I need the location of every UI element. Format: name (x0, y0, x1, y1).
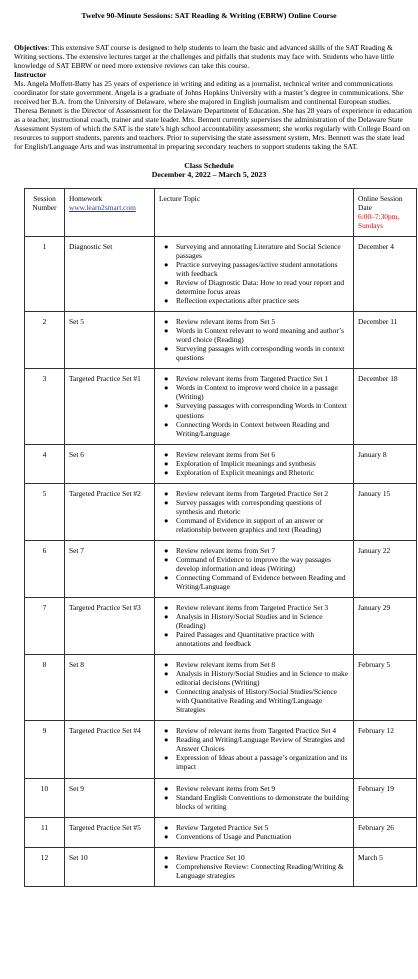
session-date-cell: February 5 (354, 655, 417, 721)
schedule-dates: December 4, 2022 – March 5, 2023 (151, 170, 267, 180)
session-number-cell: 1 (25, 237, 65, 312)
lecture-topic-cell (155, 721, 354, 778)
instructor-bio-2: Theresa Bennett is the Director of Assessment for the Delaware Department of Education. She has 28 years of experience in education as a teacher, instructional coach, trainer and state leader. Mrs. Bennett currently supervises the administration of the Delaware State Assessment System of which the SAT is the state’s high school accountability assessment; she works regularly with College Board on resources to support students, parents and teachers. Prior to supervising the state assessment system, Mrs. Bennett was the state lead for English/Language Arts and was instrumental in preparing secondary teachers to support students taking the SAT. (14, 105, 412, 151)
bullet-icon: ● (164, 242, 169, 251)
lecture-topic-cell (155, 444, 354, 483)
topic-list (159, 603, 349, 648)
header-session-date (354, 188, 417, 236)
topic-list (159, 853, 349, 880)
topic-item (164, 419, 349, 438)
lecture-topic-cell (155, 778, 354, 817)
lecture-topic-cell (155, 483, 354, 540)
lecture-topic-cell (155, 312, 354, 369)
homework-cell: Set 5 (65, 312, 155, 369)
homework-cell: Set 10 (65, 847, 155, 886)
topic-item-text: Survey passages with corresponding questions of synthesis and rhetoric (176, 497, 322, 516)
topic-item (164, 603, 349, 612)
session-number-cell: 4 (25, 444, 65, 483)
topic-item (164, 344, 349, 363)
bullet-icon: ● (164, 278, 169, 288)
session-date-cell: February 19 (354, 778, 417, 817)
course-title: Twelve 90-Minute Sessions: SAT Reading & Writing (EBRW) Online Course (81, 11, 337, 20)
topic-item (164, 726, 349, 736)
topic-item-text: Command of Evidence in support of an answer or relationship between graphics and text (Reading) (176, 515, 324, 534)
bullet-icon: ● (164, 861, 169, 871)
bullet-icon: ● (164, 852, 169, 862)
table-row (25, 483, 417, 540)
header-lecture-topic: Lecture Topic (155, 188, 354, 236)
topic-item (164, 545, 349, 555)
topic-item-text: Expression of Ideas about a passage’s organization and its impact (176, 753, 348, 772)
topic-item (164, 383, 349, 402)
topic-item-text: Review of Diagnostic Data: How to read your report and determine focus areas (176, 278, 345, 297)
topic-item-text: Review relevant items from Set 6 (176, 449, 276, 459)
session-number-cell: 3 (25, 369, 65, 444)
topic-list (159, 546, 349, 591)
session-number-cell: 9 (25, 721, 65, 778)
session-date-cell: December 18 (354, 369, 417, 444)
bullet-icon: ● (164, 515, 169, 525)
session-date-cell: March 5 (354, 847, 417, 886)
topic-item-text: Connecting analysis of History/Social Studies/Science with Quantitative Reading and Writing/Language Strategies (176, 687, 337, 715)
table-row (25, 237, 417, 312)
topic-list (159, 374, 349, 437)
bullet-icon: ● (164, 326, 169, 336)
bullet-icon: ● (164, 449, 169, 459)
homework-cell: Targeted Practice Set #3 (65, 598, 155, 655)
topic-item-text: Command of Evidence to improve the way passages develop information and ideas (Writing) (176, 554, 331, 573)
topic-item-text: Practice surveying passages/active student annotations with feedback (176, 260, 338, 279)
schedule-table (24, 188, 417, 887)
homework-cell: Diagnostic Set (65, 237, 155, 312)
topic-item (164, 735, 349, 754)
bullet-icon: ● (164, 401, 169, 411)
lecture-topic-cell (155, 540, 354, 597)
header-homework (65, 188, 155, 236)
table-header-row (25, 188, 417, 236)
bullet-icon: ● (164, 419, 169, 429)
topic-item-text: Review relevant items from Set 8 (176, 660, 276, 670)
topic-item-text: Comprehensive Review: Connecting Reading/Writing & Language strategies (176, 861, 344, 880)
bullet-icon: ● (164, 660, 169, 670)
bullet-icon: ● (164, 831, 169, 841)
session-number-cell: 8 (25, 655, 65, 721)
topic-item-text: Standard English Conventions to demonstrate the building blocks of writing (176, 792, 349, 811)
session-number-cell: 10 (25, 778, 65, 817)
topic-item-text: Words in Context to improve word choice in a passage (Writing) (176, 383, 338, 402)
header-homework-label: Homework (69, 193, 103, 203)
homework-cell: Targeted Practice Set #5 (65, 817, 155, 847)
table-row (25, 369, 417, 444)
session-number-cell: 12 (25, 847, 65, 886)
topic-item-text: Connecting Command of Evidence between Reading and Writing/Language (176, 572, 346, 591)
topic-item (164, 861, 349, 880)
topic-item (164, 467, 349, 477)
homework-cell: Targeted Practice Set #1 (65, 369, 155, 444)
topic-item-text: Review relevant items from Set 9 (176, 783, 276, 793)
topic-list (159, 317, 349, 362)
header-session-time: 6:00–7:30pm, Sundays (358, 211, 400, 230)
session-number-cell: 5 (25, 483, 65, 540)
table-row (25, 444, 417, 483)
topic-item-text: Connecting Words in Context between Reading and Writing/Language (176, 419, 330, 438)
topic-item-text: Surveying passages with corresponding Words in Context questions (176, 401, 347, 420)
topic-item (164, 554, 349, 573)
homework-cell: Targeted Practice Set #2 (65, 483, 155, 540)
topic-item-text: Surveying and annotating Literature and Social Science passages (176, 242, 341, 261)
bullet-icon: ● (164, 753, 169, 763)
table-row (25, 721, 417, 778)
session-date-cell: December 11 (354, 312, 417, 369)
instructor-heading: Instructor (14, 69, 47, 79)
lecture-topic-cell (155, 598, 354, 655)
topic-item-text: Surveying passages with corresponding words in context questions (176, 344, 345, 363)
topic-item (164, 630, 349, 649)
bullet-icon: ● (164, 669, 169, 679)
topic-item (164, 449, 349, 459)
topic-item (164, 497, 349, 516)
bullet-icon: ● (164, 554, 169, 564)
topic-item (164, 374, 349, 384)
table-row (25, 655, 417, 721)
bullet-icon: ● (164, 630, 169, 640)
session-date-cell: February 12 (354, 721, 417, 778)
homework-link[interactable]: www.learn2smart.com (69, 202, 136, 212)
topic-item (164, 669, 349, 688)
topic-item-text: Exploration of Explicit meanings and Rhetoric (176, 467, 315, 477)
topic-list (159, 823, 349, 841)
topic-item (164, 783, 349, 793)
table-row (25, 312, 417, 369)
bullet-icon: ● (164, 735, 169, 745)
topic-item (164, 515, 349, 534)
lecture-topic-cell (155, 655, 354, 721)
topic-item (164, 458, 349, 468)
topic-item-text: Review relevant items from Targeted Practice Set 2 (176, 488, 329, 498)
table-row (25, 540, 417, 597)
topic-item (164, 792, 349, 811)
table-row (25, 598, 417, 655)
topic-item-text: Paired Passages and Quantitative practice with annotations and feedback (176, 630, 315, 649)
bullet-icon: ● (164, 497, 169, 507)
homework-cell: Set 8 (65, 655, 155, 721)
objectives-text: : This extensive SAT course is designed to help students to learn the basic and advanced skills of the SAT Reading & Writing sections. The extensive lectures target at the challenges and pitfalls that students may face with. Students who have little knowledge of SAT EBRW or need more extensive reviews can take this course. (14, 42, 395, 70)
table-row (25, 778, 417, 817)
topic-item (164, 278, 349, 297)
topic-item (164, 687, 349, 715)
topic-item-text: Review relevant items from Targeted Practice Set 1 (176, 374, 329, 384)
lecture-topic-cell (155, 847, 354, 886)
session-date-cell: December 4 (354, 237, 417, 312)
topic-item (164, 852, 349, 862)
session-date-cell: January 22 (354, 540, 417, 597)
topic-item (164, 822, 349, 832)
topic-item-text: Review relevant items from Set 5 (176, 317, 276, 327)
bullet-icon: ● (164, 545, 169, 555)
homework-cell: Set 9 (65, 778, 155, 817)
bullet-icon: ● (164, 822, 169, 832)
topic-list (159, 242, 349, 305)
topic-item (164, 753, 349, 772)
topic-item-text: Reflection expectations after practice sets (176, 296, 300, 306)
bullet-icon: ● (164, 603, 169, 612)
bullet-icon: ● (164, 783, 169, 793)
bullet-icon: ● (164, 260, 169, 270)
topic-list (159, 784, 349, 811)
topic-item (164, 488, 349, 498)
topic-item (164, 296, 349, 306)
topic-item (164, 572, 349, 591)
homework-cell: Set 6 (65, 444, 155, 483)
objectives-label: Objectives (14, 42, 48, 52)
homework-cell: Targeted Practice Set #4 (65, 721, 155, 778)
topic-item-text: Words in Context relevant to word meaning and author’s word choice (Reading) (176, 326, 344, 345)
lecture-topic-cell (155, 369, 354, 444)
instructor-bio-1: Ms. Angela Moffett-Batty has 25 years of experience in writing and editing as a journalist, technical writer and communications coordinator for state government. Angela is a graduate of Johns Hopkins University with a master’s degree in communications. She received her B.A. from the University of Delaware, where she majored in English journalism and continental European studies. (14, 78, 404, 106)
bullet-icon: ● (164, 572, 169, 582)
lecture-topic-cell (155, 817, 354, 847)
topic-item (164, 831, 349, 841)
bullet-icon: ● (164, 317, 169, 327)
topic-item-text: Analysis in History/Social Studies and in Science (Reading) (176, 612, 323, 631)
topic-item (164, 242, 349, 261)
topic-item (164, 612, 349, 631)
topic-item (164, 317, 349, 327)
objectives-paragraph (14, 43, 412, 70)
topic-item (164, 401, 349, 420)
bullet-icon: ● (164, 458, 169, 468)
bullet-icon: ● (164, 374, 169, 384)
topic-item-text: Exploration of Implicit meanings and synthesis (176, 458, 316, 468)
schedule-heading (6, 161, 412, 180)
topic-item-text: Review Practice Set 10 (176, 852, 245, 862)
topic-item-text: Conventions of Usage and Punctuation (176, 831, 292, 841)
topic-item-text: Review Targeted Practice Set 5 (176, 822, 269, 832)
lecture-topic-cell (155, 237, 354, 312)
bullet-icon: ● (164, 612, 169, 622)
schedule-title: Class Schedule (184, 160, 234, 170)
topic-item (164, 326, 349, 345)
topic-list (159, 660, 349, 714)
topic-item (164, 260, 349, 279)
header-session-number: Session Number (25, 188, 65, 236)
session-date-cell: February 26 (354, 817, 417, 847)
header-session-date-label: Online Session Date (358, 193, 403, 212)
topic-item-text: Analysis in History/Social Studies and in Science to make editorial decisions (Writing) (176, 669, 349, 688)
table-row (25, 817, 417, 847)
bullet-icon: ● (164, 344, 169, 354)
session-number-cell: 6 (25, 540, 65, 597)
homework-cell: Set 7 (65, 540, 155, 597)
topic-item-text: Review relevant items from Targeted Practice Set 3 (176, 603, 329, 612)
session-date-cell: January 29 (354, 598, 417, 655)
bullet-icon: ● (164, 467, 169, 477)
bullet-icon: ● (164, 296, 169, 306)
topic-item-text: Review relevant items from Set 7 (176, 545, 276, 555)
session-date-cell: January 15 (354, 483, 417, 540)
topic-list (159, 489, 349, 534)
topic-item-text: Reading and Writing/Language Review of Strategies and Answer Choices (176, 735, 345, 754)
session-number-cell: 11 (25, 817, 65, 847)
bullet-icon: ● (164, 383, 169, 393)
bullet-icon: ● (164, 792, 169, 802)
session-number-cell: 2 (25, 312, 65, 369)
bullet-icon: ● (164, 726, 169, 736)
table-row (25, 847, 417, 886)
bullet-icon: ● (164, 488, 169, 498)
session-date-cell: January 8 (354, 444, 417, 483)
bullet-icon: ● (164, 687, 169, 697)
session-number-cell: 7 (25, 598, 65, 655)
topic-list (159, 450, 349, 477)
topic-item-text: Review of relevant items from Targeted Practice Set 4 (176, 726, 337, 736)
topic-list (159, 726, 349, 771)
topic-item (164, 660, 349, 670)
